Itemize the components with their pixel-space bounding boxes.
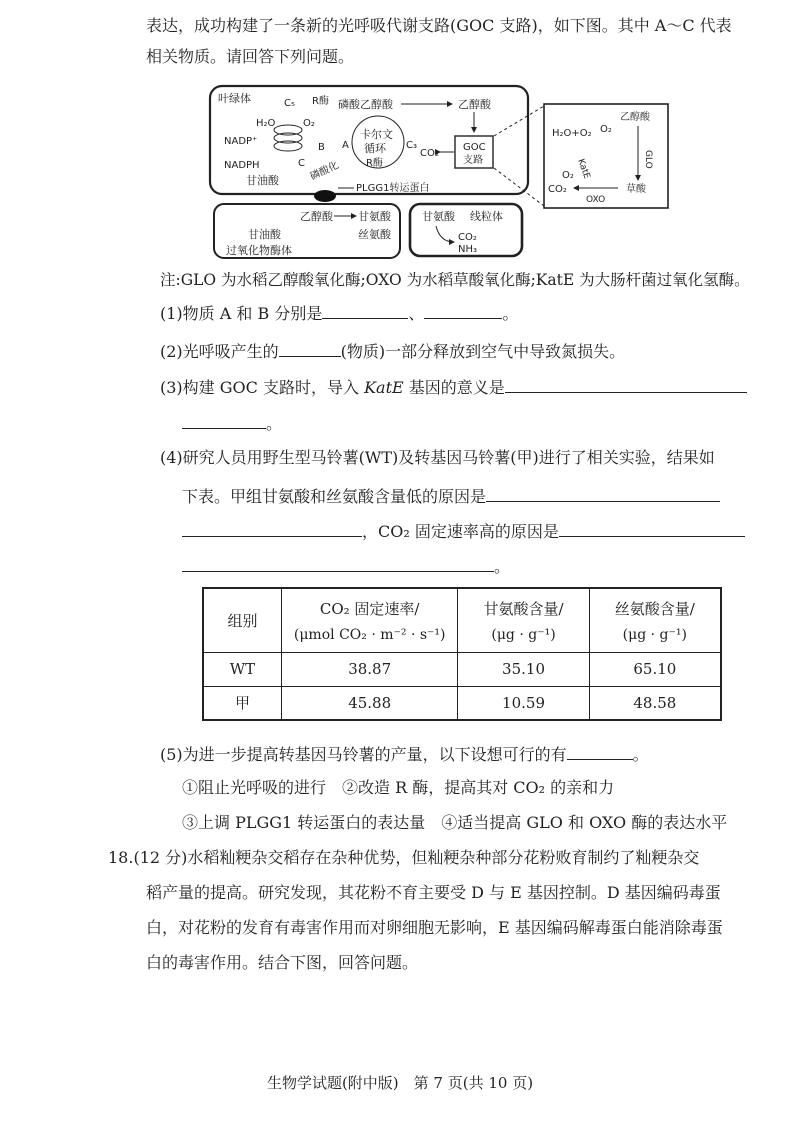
row-jia-group: 甲 — [203, 686, 281, 720]
question-4-line-4 — [182, 553, 510, 578]
row-wt-serine: 65.10 — [589, 652, 721, 686]
q3-text: (3)构建 GOC 支路时，导入 — [160, 378, 365, 397]
q1-answer-a-blank[interactable] — [322, 300, 408, 319]
label-glycerate: 甘油酸 — [246, 174, 279, 187]
label-mito-co2: CO₂ — [458, 232, 477, 243]
q1-text: (1)物质 A 和 B 分别是 — [160, 304, 323, 323]
q5-options-line-1: ①阻止光呼吸的进行 ②改造 R 酶，提高其对 CO₂ 的亲和力 — [182, 778, 615, 797]
question-1 — [160, 300, 518, 325]
question-3-cont — [182, 410, 282, 435]
photorespiration-diagram — [208, 80, 740, 264]
table-row — [203, 686, 721, 720]
intro-line-1: 表达，成功构建了一条新的光呼吸代谢支路(GOC 支路)，如下图。其中 A～C 代表 — [146, 16, 732, 35]
q4-end: 。 — [494, 557, 511, 576]
label-nadp: NADP⁺ — [224, 136, 258, 147]
label-b: B — [318, 142, 325, 153]
question-18-line-4: 白的毒害作用。结合下图，回答问题。 — [146, 953, 419, 972]
q4-text: 下表。甲组甘氨酸和丝氨酸含量低的原因是 — [182, 487, 487, 506]
question-4-line-3 — [182, 518, 745, 543]
label-plgg1: PLGG1转运蛋白 — [356, 183, 430, 194]
q5-end: 。 — [632, 745, 649, 764]
inset-co2: CO₂ — [548, 184, 567, 195]
header-serine — [589, 588, 721, 652]
header-glycine — [458, 588, 589, 652]
header-serine-unit: (μg · g⁻¹) — [622, 626, 687, 643]
question-18-line-1: 18.(12 分)水稻籼粳杂交稻存在杂种优势，但籼粳杂种部分花粉败育制约了籼粳杂交 — [108, 848, 700, 867]
question-2 — [160, 338, 625, 363]
label-phosphorylation: 磷酸化 — [308, 160, 341, 183]
label-mito-glycine: 甘氨酸 — [422, 210, 455, 223]
row-jia-serine: 48.58 — [589, 686, 721, 720]
q1-sep: 、 — [408, 304, 425, 323]
inset-kate: KatE — [575, 157, 592, 181]
label-c: C — [298, 158, 305, 169]
inset-oxalate: 草酸 — [626, 184, 646, 195]
q3-answer-blank-1[interactable] — [505, 374, 747, 393]
inset-oxo: OXO — [586, 195, 606, 205]
label-h2o: H₂O — [256, 118, 276, 129]
label-phosphoglycolate: 磷酸乙醇酸 — [338, 98, 393, 111]
row-wt-glycine: 35.10 — [458, 652, 589, 686]
plgg1-transporter — [314, 190, 336, 202]
row-wt-co2: 38.87 — [281, 652, 457, 686]
label-glycolate-2: 乙醇酸 — [300, 210, 333, 223]
label-glycine: 甘氨酸 — [358, 210, 391, 223]
q5-text: (5)为进一步提高转基因马铃薯的产量，以下设想可行的有 — [160, 745, 567, 764]
question-18-line-3: 白，对花粉的发育有毒害作用而对卵细胞无影响，E 基因编码解毒蛋白能消除毒蛋 — [146, 918, 723, 937]
table-row — [203, 652, 721, 686]
q2-after: (物质)一部分释放到空气中导致氮损失。 — [340, 342, 626, 361]
table-header-row — [203, 588, 721, 652]
question-4-line-1: (4)研究人员用野生型马铃薯(WT)及转基因马铃薯(甲)进行了相关实验，结果如 — [160, 448, 715, 467]
header-co2-rate — [281, 588, 457, 652]
inset-o2-a: O₂ — [600, 124, 612, 135]
label-nh3: NH₃ — [458, 244, 478, 255]
label-goc-branch: 支路 — [463, 155, 483, 166]
q4-answer-blank-2[interactable] — [182, 518, 362, 537]
question-4-line-2 — [182, 483, 720, 508]
label-nadph: NADPH — [224, 160, 260, 171]
header-serine-title: 丝氨酸含量/ — [614, 599, 695, 618]
q5-answer-blank[interactable] — [567, 741, 633, 760]
q3-gene: KatE — [364, 378, 404, 397]
label-c5: C₅ — [284, 98, 295, 109]
header-glycine-unit: (μg · g⁻¹) — [491, 626, 556, 643]
page-footer: 生物学试题(附中版) 第 7 页(共 10 页) — [266, 1074, 534, 1092]
label-glycolate-top: 乙醇酸 — [458, 98, 491, 111]
label-r-enzyme-top: R酶 — [312, 96, 329, 107]
row-jia-co2: 45.88 — [281, 686, 457, 720]
inset-glycolate: 乙醇酸 — [620, 112, 650, 123]
diagram-svg — [208, 80, 740, 264]
intro-line-2: 相关物质。请回答下列问题。 — [146, 47, 355, 66]
inset-glo: GLO — [643, 150, 653, 169]
results-table — [202, 587, 722, 721]
q3-end: 。 — [266, 414, 283, 433]
question-5 — [160, 741, 649, 766]
header-co2-unit: (μmol CO₂ · m⁻² · s⁻¹) — [293, 626, 446, 643]
label-goc: GOC — [463, 142, 486, 153]
label-mitochondrion: 线粒体 — [470, 210, 503, 223]
label-calvin: 卡尔文 — [360, 128, 393, 141]
label-peroxisome: 过氧化物酶体 — [226, 244, 292, 257]
label-glycerate-2: 甘油酸 — [248, 228, 281, 241]
question-3 — [160, 374, 747, 399]
q4-answer-blank-3[interactable] — [559, 518, 745, 537]
label-cycle: 循环 — [364, 142, 386, 155]
q4-answer-blank-1[interactable] — [486, 483, 720, 502]
label-c3: C₃ — [406, 140, 417, 151]
row-wt-group: WT — [203, 652, 281, 686]
label-co2: CO₂ — [420, 148, 439, 159]
q5-options-line-2: ③上调 PLGG1 转运蛋白的表达量 ④适当提高 GLO 和 OXO 酶的表达水平 — [182, 813, 728, 832]
q4-answer-blank-4[interactable] — [182, 553, 494, 572]
label-chloroplast: 叶绿体 — [218, 92, 251, 105]
header-group: 组别 — [203, 588, 281, 652]
q2-answer-blank[interactable] — [279, 338, 341, 357]
question-18-line-2: 稻产量的提高。研究发现，其花粉不育主要受 D 与 E 基因控制。D 基因编码毒蛋 — [146, 883, 721, 902]
label-a: A — [342, 140, 349, 151]
label-r-enzyme: R酶 — [366, 158, 383, 169]
q3-answer-blank-2[interactable] — [182, 410, 266, 429]
header-co2-title: CO₂ 固定速率/ — [319, 599, 420, 618]
header-glycine-title: 甘氨酸含量/ — [483, 599, 564, 618]
inset-o2-b: O₂ — [562, 170, 574, 181]
label-o2: O₂ — [303, 118, 315, 129]
diagram-note: 注:GLO 为水稻乙醇酸氧化酶;OXO 为水稻草酸氧化酶;KatE 为大肠杆菌过氧化氢酶。 — [160, 271, 750, 289]
q3-after: 基因的意义是 — [403, 378, 505, 397]
label-serine: 丝氨酸 — [358, 228, 391, 241]
row-jia-glycine: 10.59 — [458, 686, 589, 720]
q4-mid: ，CO₂ 固定速率高的原因是 — [362, 522, 559, 541]
q2-text: (2)光呼吸产生的 — [160, 342, 279, 361]
q1-end: 。 — [502, 304, 519, 323]
q1-answer-b-blank[interactable] — [424, 300, 502, 319]
inset-h2o-o2: H₂O+O₂ — [552, 128, 592, 139]
